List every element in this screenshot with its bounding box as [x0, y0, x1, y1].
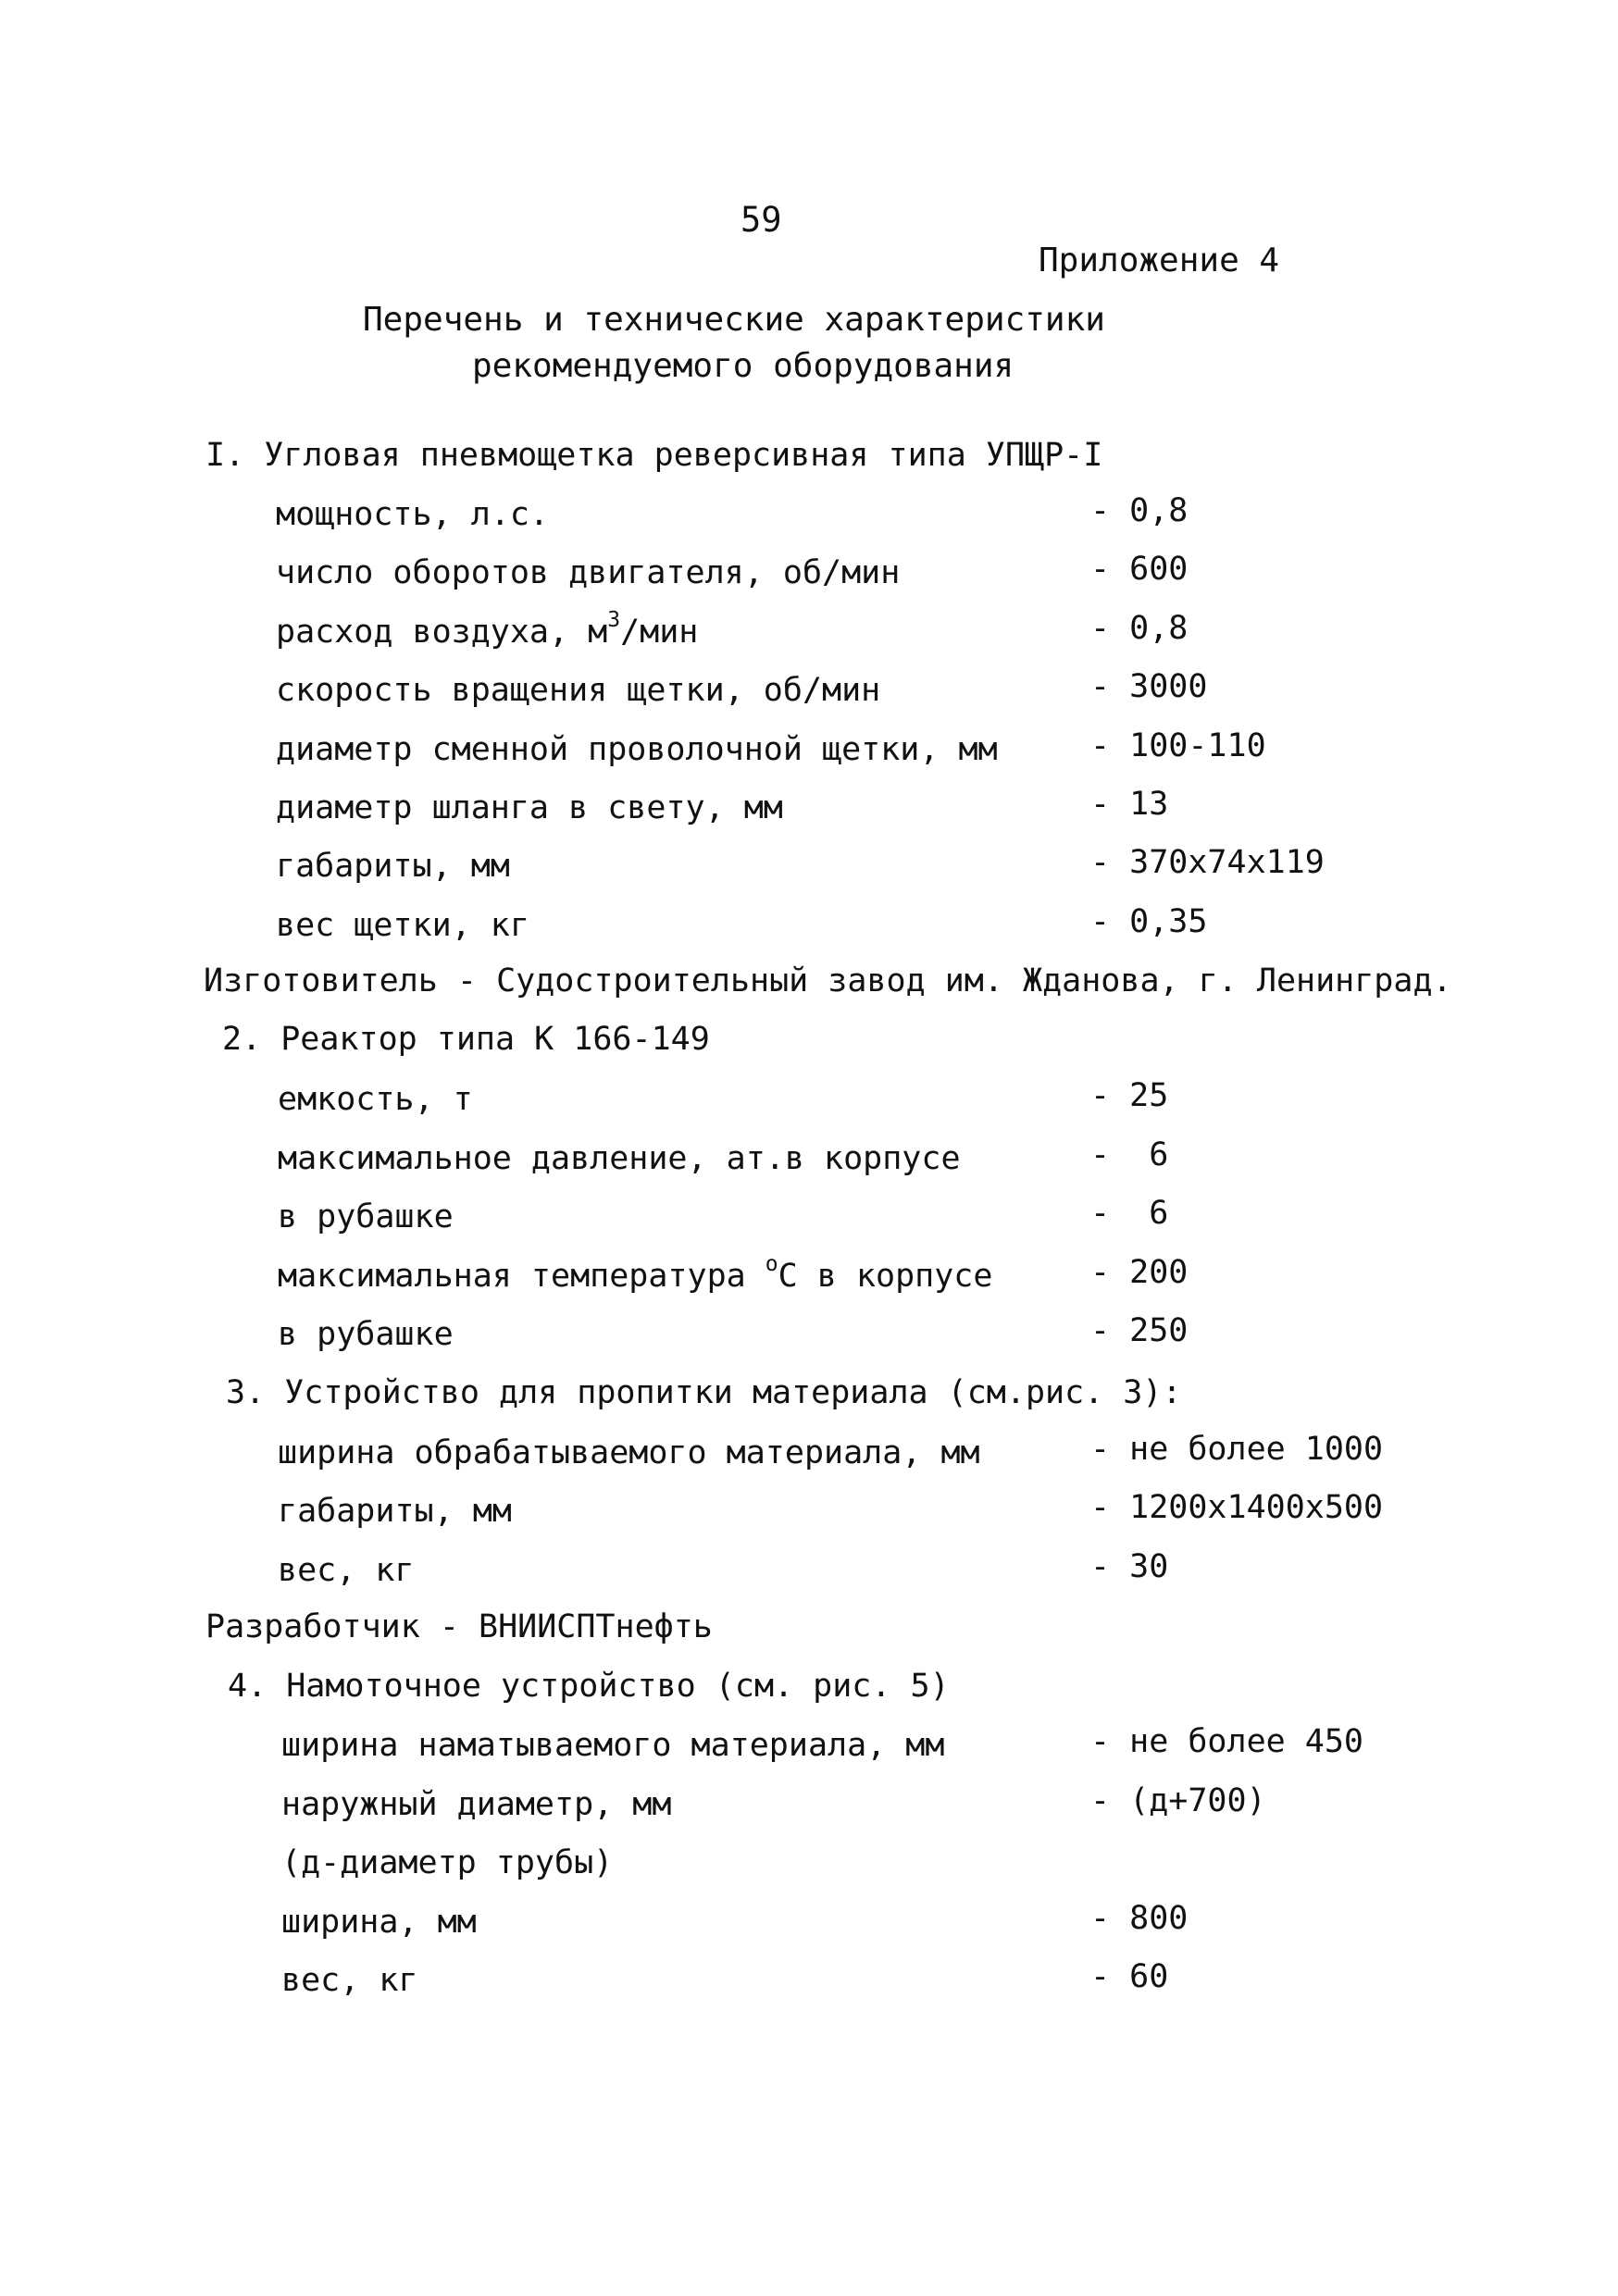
document-title-line-1: Перечень и технические характеристики — [363, 301, 1105, 339]
spec-label — [276, 608, 699, 652]
spec-value: - 6 — [1090, 1136, 1169, 1173]
spec-value: - 200 — [1090, 1254, 1189, 1291]
spec-value: - 250 — [1090, 1312, 1189, 1349]
spec-label — [278, 1252, 993, 1297]
spec-label: в рубашке — [278, 1198, 454, 1235]
spec-label: габариты, мм — [278, 1493, 512, 1530]
spec-value: - 0,35 — [1090, 903, 1208, 940]
manufacturer-line: Изготовитель - Судостроительный завод им. Жданова, г. Ленинград. — [204, 962, 1452, 999]
item-4-heading: 4. Намоточное устройство (см. рис. 5) — [228, 1668, 950, 1705]
spec-value: - 0,8 — [1090, 492, 1189, 529]
spec-label-unit: С в корпусе — [778, 1258, 993, 1295]
spec-label: диаметр сменной проволочной щетки, мм — [276, 731, 998, 768]
spec-value: - 800 — [1090, 1900, 1189, 1937]
spec-label: скорость вращения щетки, об/мин — [276, 672, 881, 709]
spec-label: ширина, мм — [281, 1904, 477, 1941]
spec-label-text: максимальная температура — [278, 1258, 765, 1295]
spec-value: - 60 — [1090, 1958, 1169, 1995]
spec-label: ширина наматываемого материала, мм — [281, 1727, 945, 1764]
superscript-3: 3 — [607, 608, 621, 633]
item-3-heading: 3. Устройство для пропитки материала (см.рис. 3): — [226, 1374, 1182, 1411]
spec-value: - 25 — [1090, 1077, 1169, 1114]
spec-label: вес, кг — [281, 1962, 418, 1999]
item-1-heading: I. Угловая пневмощетка реверсивная типа УПЩР-I — [205, 437, 1103, 474]
spec-label-text: расход воздуха, м — [276, 614, 608, 651]
spec-value: - не более 450 — [1090, 1723, 1364, 1760]
spec-label: число оборотов двигателя, об/мин — [276, 554, 901, 591]
spec-value: - 100-110 — [1090, 727, 1266, 764]
superscript-degree: о — [765, 1252, 778, 1277]
item-2-heading: 2. Реактор типа К 166-149 — [222, 1021, 710, 1058]
appendix-label: Приложение 4 — [1039, 242, 1280, 279]
spec-label: диаметр шланга в свету, мм — [276, 789, 783, 826]
spec-value: - не более 1000 — [1090, 1431, 1384, 1468]
spec-label: емкость, т — [278, 1081, 473, 1118]
spec-label: максимальное давление, ат.в корпусе — [278, 1140, 961, 1177]
spec-value: - 3000 — [1090, 668, 1208, 705]
spec-label: в рубашке — [278, 1316, 454, 1353]
developer-line: Разработчик - ВНИИСПТнефть — [205, 1608, 713, 1645]
spec-label-unit: /мин — [620, 614, 699, 651]
spec-value: - 30 — [1090, 1548, 1169, 1585]
spec-label: мощность, л.с. — [276, 496, 550, 533]
page-number: 59 — [741, 200, 782, 240]
spec-value: - (д+700) — [1090, 1782, 1266, 1819]
spec-label: вес, кг — [278, 1552, 415, 1589]
spec-value: - 6 — [1090, 1195, 1169, 1232]
spec-note: (д-диаметр трубы) — [281, 1844, 614, 1881]
spec-value: - 1200x1400x500 — [1090, 1489, 1384, 1526]
spec-value: - 13 — [1090, 786, 1169, 823]
spec-value: - 0,8 — [1090, 610, 1189, 647]
spec-label: вес щетки, кг — [276, 907, 529, 944]
spec-value: - 600 — [1090, 551, 1189, 588]
spec-label: ширина обрабатываемого материала, мм — [278, 1434, 980, 1471]
spec-label: наружный диаметр, мм — [281, 1786, 672, 1823]
spec-value: - 370x74x119 — [1090, 844, 1325, 881]
spec-label: габариты, мм — [276, 848, 510, 885]
document-title-line-2: рекомендуемого оборудования — [472, 347, 1014, 385]
